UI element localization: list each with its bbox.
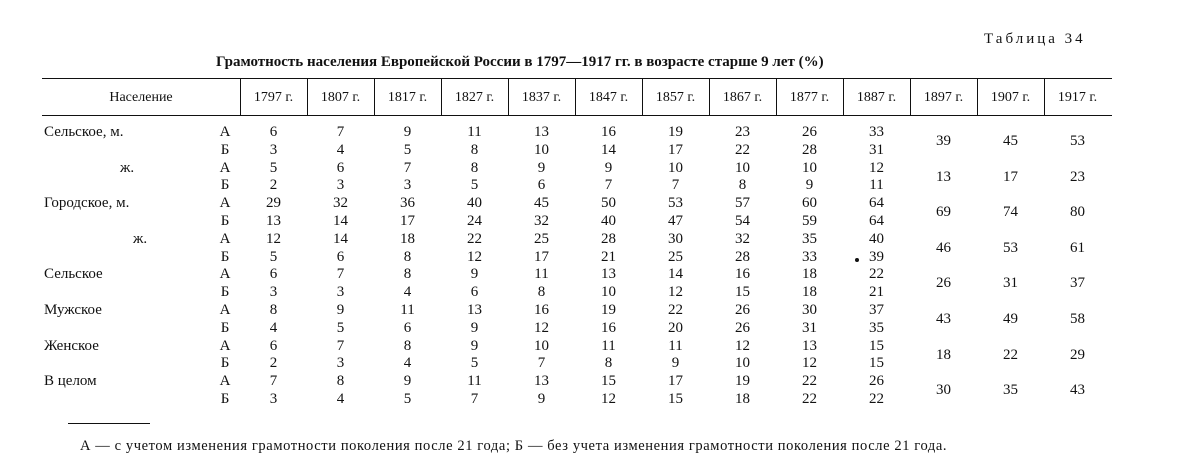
table-cell: 12 xyxy=(869,159,884,176)
table-cell: 30 xyxy=(802,302,817,318)
table-cell: 6 xyxy=(269,124,278,140)
table-cell: 40 xyxy=(869,230,884,247)
table-cell: 12 xyxy=(534,319,549,336)
table-cell: 60 xyxy=(802,195,817,212)
table-cell: 39 xyxy=(869,248,884,265)
table-cell-late: 46 xyxy=(936,239,951,256)
table-cell: 28 xyxy=(735,248,750,265)
row-label: ж. xyxy=(120,159,135,176)
table-cell: 15 xyxy=(735,284,750,301)
ab-marker: А xyxy=(219,124,231,140)
table-cell: 8 xyxy=(269,302,278,318)
table-cell: 11 xyxy=(534,266,549,283)
row-label: Женское xyxy=(44,337,99,354)
table-cell: 9 xyxy=(403,373,412,390)
stray-dot-mark xyxy=(855,258,859,262)
table-cell: 32 xyxy=(333,195,348,212)
table-cell: 17 xyxy=(668,373,683,390)
ab-marker: Б xyxy=(220,284,230,301)
table-cell: 22 xyxy=(869,266,884,283)
year-header: 1847 г. xyxy=(588,90,629,105)
table-cell: 17 xyxy=(668,141,683,158)
table-cell: 21 xyxy=(869,284,884,301)
table-cell-late: 35 xyxy=(1003,382,1018,399)
table-cell: 3 xyxy=(403,177,412,194)
table-cell-late: 45 xyxy=(1003,132,1018,149)
table-cell: 6 xyxy=(403,319,412,336)
table-cell: 19 xyxy=(601,302,616,318)
table-cell: 53 xyxy=(668,195,683,212)
table-cell: 35 xyxy=(802,230,817,247)
year-header: 1887 г. xyxy=(856,90,897,105)
row-label: Городское, м. xyxy=(44,195,130,212)
table-cell-late: 49 xyxy=(1003,310,1018,327)
table-cell: 7 xyxy=(269,373,278,390)
table-cell: 11 xyxy=(668,337,683,354)
table-cell: 15 xyxy=(668,391,683,407)
table-cell: 29 xyxy=(266,195,281,212)
table-cell: 13 xyxy=(534,373,549,390)
row-label: Мужское xyxy=(44,302,102,318)
table-cell: 13 xyxy=(802,337,817,354)
table-cell-late: 53 xyxy=(1003,239,1018,256)
table-cell-late: 31 xyxy=(1003,275,1018,292)
table-cell: 3 xyxy=(336,355,345,372)
table-cell: 10 xyxy=(735,159,750,176)
row-label: Сельское xyxy=(44,266,103,283)
ab-marker: Б xyxy=(220,319,230,336)
table-cell: 9 xyxy=(470,266,479,283)
table-cell: 5 xyxy=(470,355,479,372)
table-cell: 37 xyxy=(869,302,884,318)
table-cell: 12 xyxy=(735,337,750,354)
year-header: 1897 г. xyxy=(923,90,964,105)
table-cell-late: 29 xyxy=(1070,346,1085,363)
table-cell: 16 xyxy=(601,319,616,336)
table-cell: 15 xyxy=(869,337,884,354)
table-cell: 24 xyxy=(467,213,482,229)
table-cell: 3 xyxy=(336,284,345,301)
table-cell-late: 22 xyxy=(1003,346,1018,363)
table-cell: 31 xyxy=(802,319,817,336)
table-cell: 22 xyxy=(802,373,817,390)
table-cell: 6 xyxy=(269,337,278,354)
year-header: 1867 г. xyxy=(722,90,763,105)
table-cell: 12 xyxy=(266,230,281,247)
table-cell: 6 xyxy=(269,266,278,283)
ab-marker: Б xyxy=(220,177,230,194)
table-cell: 7 xyxy=(403,159,412,176)
ab-marker: А xyxy=(219,337,231,354)
table-cell: 10 xyxy=(534,141,549,158)
table-cell-late: 23 xyxy=(1070,168,1085,185)
table-cell-late: 53 xyxy=(1070,132,1085,149)
ab-marker: Б xyxy=(220,355,230,372)
table-cell: 5 xyxy=(403,141,412,158)
table-cell: 23 xyxy=(735,124,750,140)
ab-marker: Б xyxy=(220,248,230,265)
footnote: А — с учетом изменения грамотности поколения после 21 года; Б — без учета изменения грамотности поколения после 21 года. xyxy=(80,438,948,454)
table-cell-late: 61 xyxy=(1070,239,1085,256)
table-cell-late: 58 xyxy=(1070,310,1085,327)
table-cell: 22 xyxy=(467,230,482,247)
table-cell: 14 xyxy=(333,213,348,229)
table-cell: 3 xyxy=(269,391,278,407)
table-cell: 9 xyxy=(537,159,546,176)
table-cell: 10 xyxy=(534,337,549,354)
table-cell: 26 xyxy=(869,373,884,390)
row-label: ж. xyxy=(133,230,148,247)
year-header: 1817 г. xyxy=(387,90,428,105)
table-cell: 9 xyxy=(336,302,345,318)
footnote-rule xyxy=(68,423,150,424)
table-cell: 17 xyxy=(534,248,549,265)
table-cell: 6 xyxy=(537,177,546,194)
table-cell: 6 xyxy=(336,248,345,265)
table-cell: 22 xyxy=(668,302,683,318)
table-cell: 54 xyxy=(735,213,750,229)
table-cell: 28 xyxy=(802,141,817,158)
table-cell: 21 xyxy=(601,248,616,265)
table-cell: 33 xyxy=(869,124,884,140)
table-cell: 12 xyxy=(802,355,817,372)
table-cell: 9 xyxy=(470,337,479,354)
ab-marker: Б xyxy=(220,391,230,407)
table-cell: 14 xyxy=(333,230,348,247)
table-cell: 14 xyxy=(668,266,683,283)
year-header: 1877 г. xyxy=(789,90,830,105)
table-cell-late: 30 xyxy=(936,382,951,399)
table-cell: 11 xyxy=(467,373,482,390)
table-cell: 25 xyxy=(668,248,683,265)
table-cell-late: 69 xyxy=(936,204,951,221)
row-label: Сельское, м. xyxy=(44,124,124,140)
table-cell: 12 xyxy=(601,391,616,407)
table-cell: 9 xyxy=(470,319,479,336)
table-cell-late: 39 xyxy=(936,132,951,149)
table-cell: 7 xyxy=(336,337,345,354)
table-cell: 5 xyxy=(336,319,345,336)
table-cell: 9 xyxy=(403,124,412,140)
table-cell: 5 xyxy=(403,391,412,407)
ab-marker: Б xyxy=(220,141,230,158)
table-cell: 57 xyxy=(735,195,750,212)
ab-marker: Б xyxy=(220,213,230,229)
table-cell: 19 xyxy=(668,124,683,140)
table-cell: 16 xyxy=(601,124,616,140)
table-cell: 32 xyxy=(534,213,549,229)
table-cell: 20 xyxy=(668,319,683,336)
table-cell: 19 xyxy=(735,373,750,390)
table-cell: 10 xyxy=(735,355,750,372)
table-cell: 6 xyxy=(470,284,479,301)
table-cell: 64 xyxy=(869,195,884,212)
table-cell: 8 xyxy=(604,355,613,372)
table-cell: 22 xyxy=(735,141,750,158)
table-cell: 18 xyxy=(400,230,415,247)
year-header: 1807 г. xyxy=(320,90,361,105)
table-cell: 11 xyxy=(467,124,482,140)
table-cell: 10 xyxy=(802,159,817,176)
table-cell: 15 xyxy=(869,355,884,372)
table-cell: 7 xyxy=(604,177,613,194)
table-cell-late: 74 xyxy=(1003,204,1018,221)
table-cell: 10 xyxy=(668,159,683,176)
table-cell: 3 xyxy=(269,284,278,301)
table-cell-late: 18 xyxy=(936,346,951,363)
table-cell-late: 26 xyxy=(936,275,951,292)
table-cell: 4 xyxy=(336,141,345,158)
table-cell: 30 xyxy=(668,230,683,247)
table-cell: 18 xyxy=(735,391,750,407)
table-cell: 50 xyxy=(601,195,616,212)
table-cell-late: 37 xyxy=(1070,275,1085,292)
table-cell: 26 xyxy=(735,302,750,318)
table-cell: 8 xyxy=(403,266,412,283)
table-cell: 32 xyxy=(735,230,750,247)
table-cell: 11 xyxy=(869,177,884,194)
table-cell: 7 xyxy=(671,177,680,194)
table-cell: 45 xyxy=(534,195,549,212)
table-cell: 12 xyxy=(467,248,482,265)
table-cell: 4 xyxy=(269,319,278,336)
table-cell: 16 xyxy=(735,266,750,283)
table-cell: 8 xyxy=(336,373,345,390)
header-bottom-rule xyxy=(42,115,1112,116)
table-cell: 59 xyxy=(802,213,817,229)
table-cell: 8 xyxy=(537,284,546,301)
table-cell: 10 xyxy=(601,284,616,301)
ab-marker: А xyxy=(219,302,231,318)
table-title: Грамотность населения Европейской России в 1797—1917 гг. в возрасте старше 9 лет (%) xyxy=(216,54,824,70)
table-cell: 16 xyxy=(534,302,549,318)
header-population: Население xyxy=(109,90,173,105)
table-cell: 12 xyxy=(668,284,683,301)
table-cell: 11 xyxy=(400,302,415,318)
table-top-rule xyxy=(42,78,1112,79)
year-header: 1907 г. xyxy=(990,90,1031,105)
table-cell: 8 xyxy=(403,248,412,265)
table-cell: 22 xyxy=(869,391,884,407)
table-cell: 4 xyxy=(403,355,412,372)
table-cell: 2 xyxy=(269,355,278,372)
table-cell: 3 xyxy=(269,141,278,158)
table-cell: 26 xyxy=(802,124,817,140)
table-cell: 5 xyxy=(269,159,278,176)
table-cell: 35 xyxy=(869,319,884,336)
table-cell: 8 xyxy=(403,337,412,354)
table-cell: 6 xyxy=(336,159,345,176)
table-cell: 5 xyxy=(269,248,278,265)
table-cell: 8 xyxy=(470,141,479,158)
table-cell: 7 xyxy=(336,266,345,283)
table-cell: 5 xyxy=(470,177,479,194)
table-cell: 18 xyxy=(802,284,817,301)
table-cell: 15 xyxy=(601,373,616,390)
table-cell: 28 xyxy=(601,230,616,247)
table-cell: 31 xyxy=(869,141,884,158)
table-cell: 7 xyxy=(336,124,345,140)
ab-marker: А xyxy=(219,195,231,212)
table-cell: 64 xyxy=(869,213,884,229)
ab-marker: А xyxy=(219,159,231,176)
table-cell: 40 xyxy=(601,213,616,229)
table-cell: 22 xyxy=(802,391,817,407)
table-cell: 13 xyxy=(601,266,616,283)
table-cell: 13 xyxy=(266,213,281,229)
table-cell: 47 xyxy=(668,213,683,229)
year-header: 1827 г. xyxy=(454,90,495,105)
year-header: 1857 г. xyxy=(655,90,696,105)
table-cell-late: 13 xyxy=(936,168,951,185)
table-cell: 2 xyxy=(269,177,278,194)
table-cell: 13 xyxy=(467,302,482,318)
table-cell-late: 17 xyxy=(1003,168,1018,185)
table-cell-late: 43 xyxy=(936,310,951,327)
table-cell: 7 xyxy=(537,355,546,372)
year-header: 1837 г. xyxy=(521,90,562,105)
table-cell: 13 xyxy=(534,124,549,140)
table-cell-late: 43 xyxy=(1070,382,1085,399)
table-cell: 17 xyxy=(400,213,415,229)
table-cell: 3 xyxy=(336,177,345,194)
table-cell: 36 xyxy=(400,195,415,212)
table-number: Таблица 34 xyxy=(984,31,1086,47)
ab-marker: А xyxy=(219,266,231,283)
ab-marker: А xyxy=(219,373,231,390)
table-cell: 25 xyxy=(534,230,549,247)
table-cell: 4 xyxy=(403,284,412,301)
table-cell: 8 xyxy=(470,159,479,176)
year-header: 1917 г. xyxy=(1057,90,1098,105)
table-cell: 7 xyxy=(470,391,479,407)
table-cell: 18 xyxy=(802,266,817,283)
table-cell: 26 xyxy=(735,319,750,336)
table-cell: 33 xyxy=(802,248,817,265)
table-cell: 9 xyxy=(805,177,814,194)
table-cell-late: 80 xyxy=(1070,204,1085,221)
table-cell: 14 xyxy=(601,141,616,158)
ab-marker: А xyxy=(219,230,231,247)
row-label: В целом xyxy=(44,373,97,390)
table-cell: 9 xyxy=(671,355,680,372)
table-cell: 4 xyxy=(336,391,345,407)
table-cell: 8 xyxy=(738,177,747,194)
year-header: 1797 г. xyxy=(253,90,294,105)
table-cell: 40 xyxy=(467,195,482,212)
table-cell: 11 xyxy=(601,337,616,354)
table-cell: 9 xyxy=(604,159,613,176)
table-cell: 9 xyxy=(537,391,546,407)
